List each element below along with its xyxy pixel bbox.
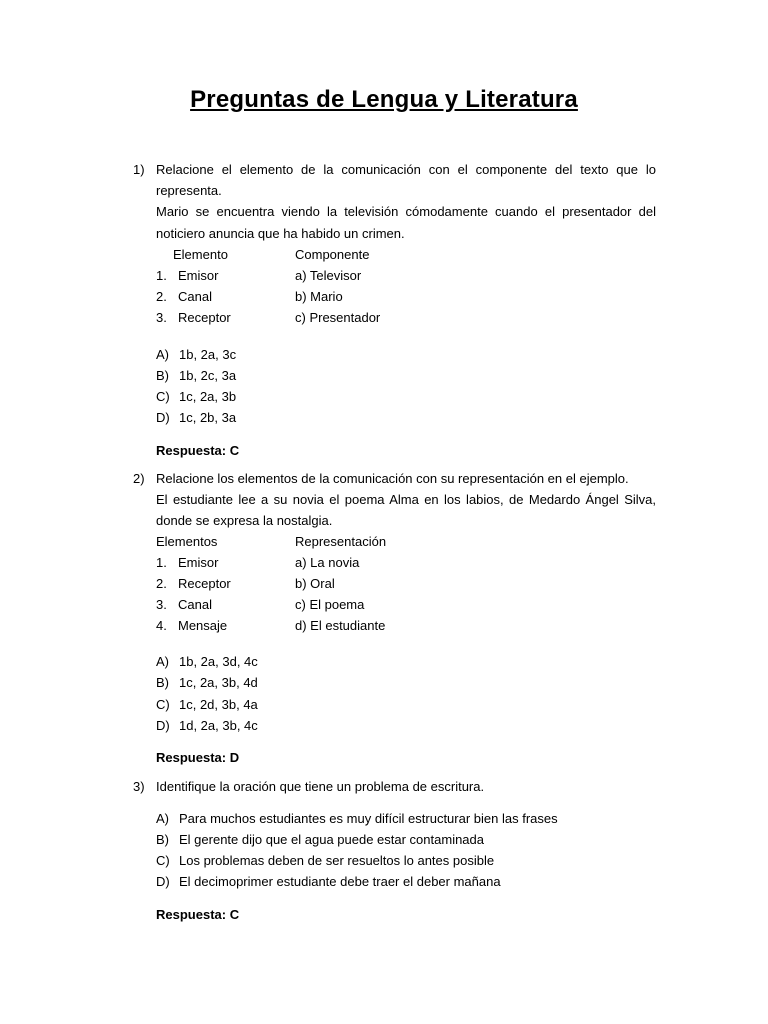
question-text-line: Identifique la oración que tiene un problema de escritura. — [156, 779, 485, 794]
pair-number: 1. — [156, 555, 167, 570]
page-title: Preguntas de Lengua y Literatura — [190, 86, 578, 113]
option-letter: C) — [156, 853, 170, 868]
pair-left: Canal — [178, 289, 212, 304]
option-letter: B) — [156, 368, 169, 383]
question-number: 2) — [133, 471, 145, 486]
column-header-component: Componente — [295, 247, 370, 262]
answer-label: Respuesta: D — [156, 750, 240, 765]
option-letter: A) — [156, 654, 169, 669]
option-letter: B) — [156, 675, 169, 690]
option-letter: D) — [156, 718, 170, 733]
option-text: 1c, 2a, 3b, 4d — [179, 675, 258, 690]
column-header-element: Elemento — [173, 247, 228, 262]
pair-right: a) La novia — [295, 555, 360, 570]
option-text: 1b, 2a, 3d, 4c — [179, 654, 258, 669]
option-text: 1c, 2d, 3b, 4a — [179, 697, 258, 712]
pair-number: 4. — [156, 618, 167, 633]
column-header-element: Elementos — [156, 534, 218, 549]
pair-right: b) Oral — [295, 576, 335, 591]
pair-left: Emisor — [178, 555, 219, 570]
pair-left: Receptor — [178, 310, 231, 325]
question-number: 3) — [133, 779, 145, 794]
option-text: 1c, 2a, 3b — [179, 389, 237, 404]
question-text-line: Mario se encuentra viendo la televisión cómodamente cuando el presentador del — [156, 204, 656, 219]
pair-right: c) Presentador — [295, 310, 381, 325]
pair-right: b) Mario — [295, 289, 343, 304]
pair-number: 2. — [156, 576, 167, 591]
option-text: 1b, 2c, 3a — [179, 368, 237, 383]
option-letter: D) — [156, 874, 170, 889]
pair-left: Emisor — [178, 268, 219, 283]
pair-left: Canal — [178, 597, 212, 612]
option-text: Los problemas deben de ser resueltos lo antes posible — [179, 853, 495, 868]
option-text: El decimoprimer estudiante debe traer el deber mañana — [179, 874, 501, 889]
option-letter: C) — [156, 697, 170, 712]
pair-left: Receptor — [178, 576, 231, 591]
pair-right: c) El poema — [295, 597, 365, 612]
answer-label: Respuesta: C — [156, 443, 240, 458]
question-text-line: El estudiante lee a su novia el poema Alma en los labios, de Medardo Ángel Silva, — [156, 492, 656, 507]
option-text: 1d, 2a, 3b, 4c — [179, 718, 258, 733]
pair-right: d) El estudiante — [295, 618, 386, 633]
option-text: 1c, 2b, 3a — [179, 410, 237, 425]
question-text-line: Relacione el elemento de la comunicación con el componente del texto que lo — [156, 162, 656, 177]
answer-label: Respuesta: C — [156, 907, 240, 922]
option-letter: A) — [156, 347, 169, 362]
option-text: El gerente dijo que el agua puede estar contaminada — [179, 832, 484, 847]
question-number: 1) — [133, 162, 145, 177]
question-text-line: Relacione los elementos de la comunicación con su representación en el ejemplo. — [156, 471, 629, 486]
question-text-line: noticiero anuncia que ha habido un crimen. — [156, 226, 405, 241]
option-letter: B) — [156, 832, 169, 847]
question-text-line: representa. — [156, 183, 222, 198]
pair-right: a) Televisor — [295, 268, 362, 283]
option-letter: D) — [156, 410, 170, 425]
column-header-representation: Representación — [295, 534, 387, 549]
pair-number: 3. — [156, 310, 167, 325]
option-letter: C) — [156, 389, 170, 404]
option-text: Para muchos estudiantes es muy difícil estructurar bien las frases — [179, 811, 558, 826]
pair-number: 1. — [156, 268, 167, 283]
pair-number: 2. — [156, 289, 167, 304]
pair-number: 3. — [156, 597, 167, 612]
option-text: 1b, 2a, 3c — [179, 347, 237, 362]
option-letter: A) — [156, 811, 169, 826]
question-text-line: donde se expresa la nostalgia. — [156, 513, 333, 528]
pair-left: Mensaje — [178, 618, 228, 633]
